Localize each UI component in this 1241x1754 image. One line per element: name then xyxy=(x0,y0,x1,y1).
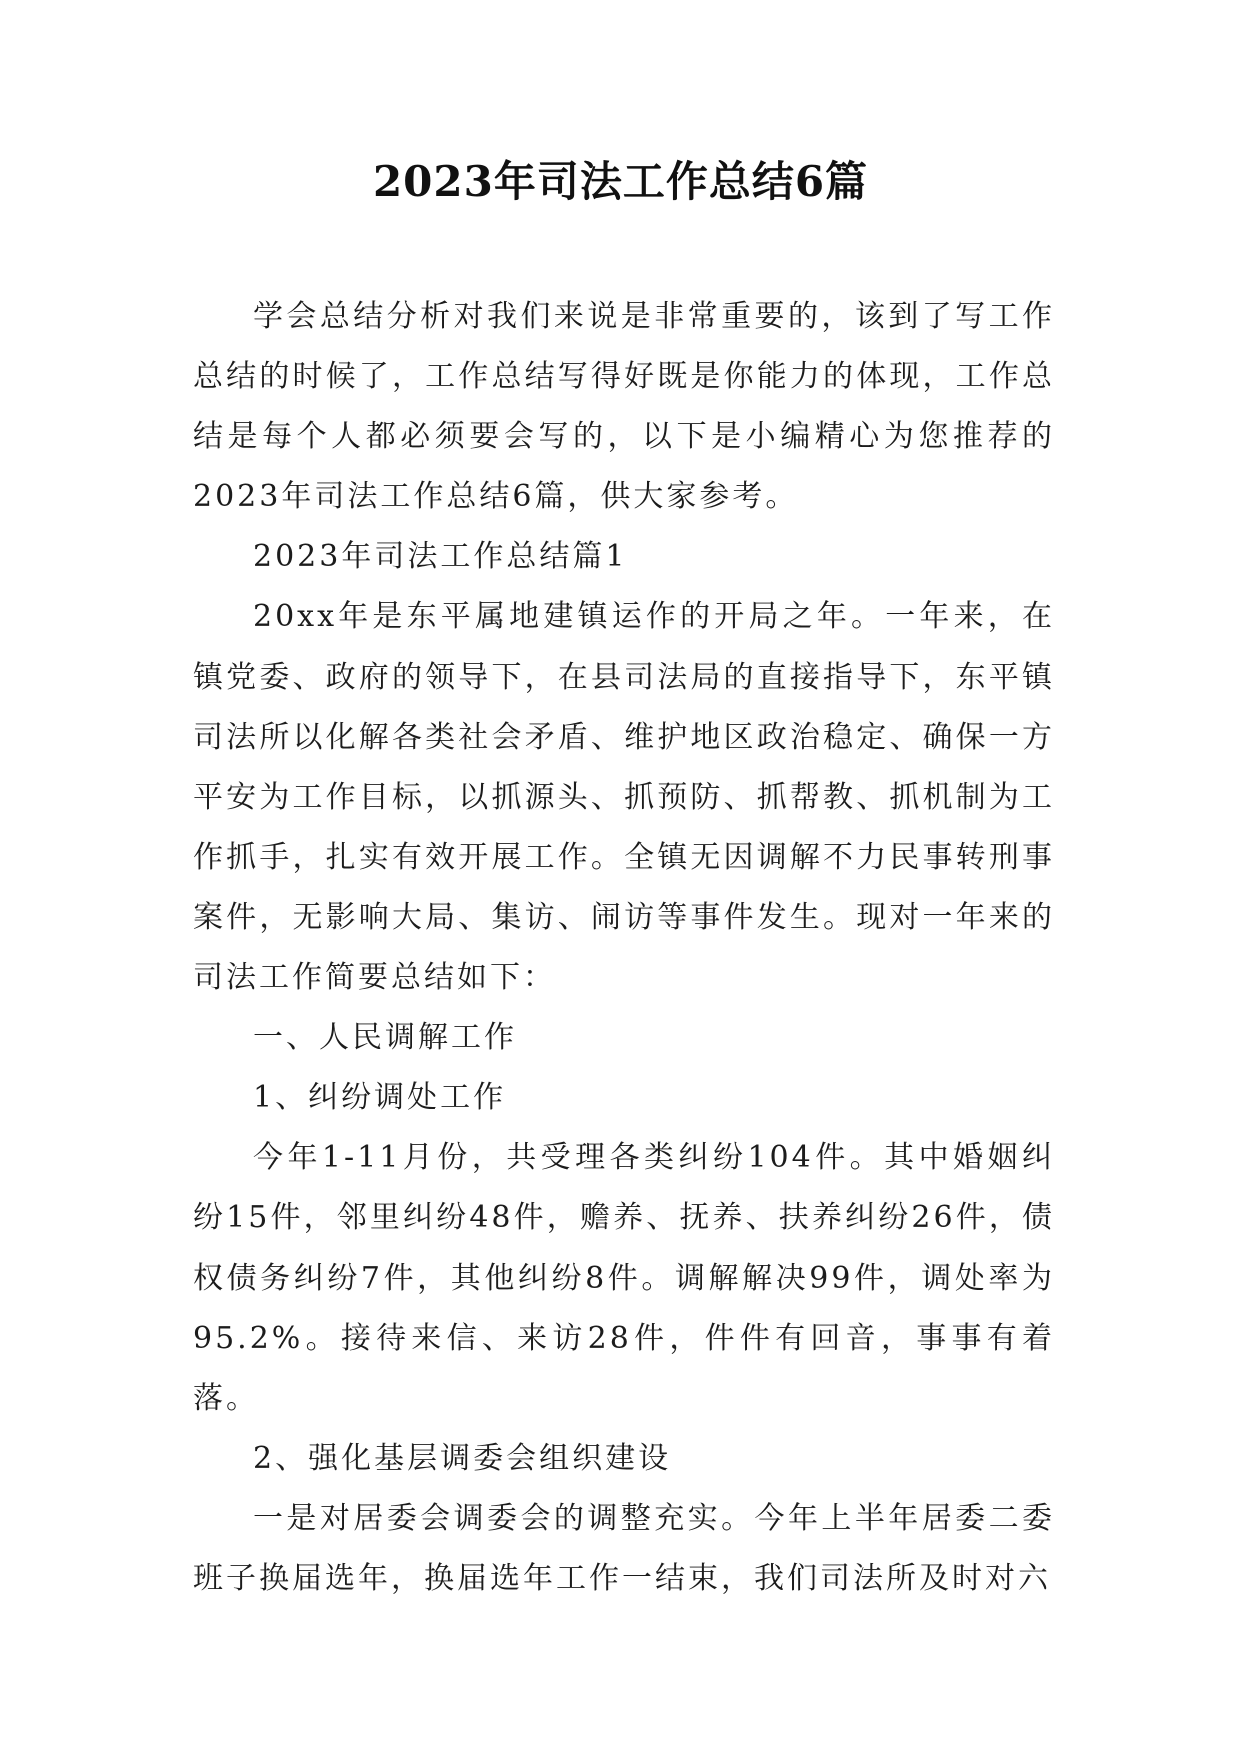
body-paragraph: 一是对居委会调委会的调整充实。今年上半年居委二委班子换届选年，换届选年工作一结束，我们司法所及时对六 xyxy=(193,1500,1055,1596)
subsection-heading: 一、人民调解工作 xyxy=(253,1020,517,1056)
document-body xyxy=(193,287,1055,1609)
item-heading-2: 2、强化基层调委会组织建设 xyxy=(253,1440,672,1476)
intro-paragraph: 学会总结分析对我们来说是非常重要的，该到了写工作总结的时候了，工作总结写得好既是你能力的体现，工作总结是每个人都必须要会写的，以下是小编精心为您推荐的2023年司法工作总结6篇，供大家参考。 xyxy=(193,299,1055,515)
section-heading-1: 2023年司法工作总结篇1 xyxy=(253,539,628,575)
document-title: 2023年司法工作总结6篇 xyxy=(372,157,869,206)
body-paragraph: 20xx年是东平属地建镇运作的开局之年。一年来，在镇党委、政府的领导下，在县司法局的直接指导下，东平镇司法所以化解各类社会矛盾、维护地区政治稳定、确保一方平安为工作目标，以抓源头、抓预防、抓帮教、抓机制为工作抓手，扎实有效开展工作。全镇无因调解不力民事转刑事案件，无影响大局、集访、闹访等事件发生。现对一年来的司法工作简要总结如下： xyxy=(193,599,1055,996)
item-heading-1: 1、纠纷调处工作 xyxy=(253,1080,507,1116)
body-paragraph: 今年1-11月份，共受理各类纠纷104件。其中婚姻纠纷15件，邻里纠纷48件，赡养、抚养、扶养纠纷26件，债权债务纠纷7件，其他纠纷8件。调解解决99件，调处率为95.2%。接待来信、来访28件，件件有回音，事事有着落。 xyxy=(193,1140,1055,1416)
